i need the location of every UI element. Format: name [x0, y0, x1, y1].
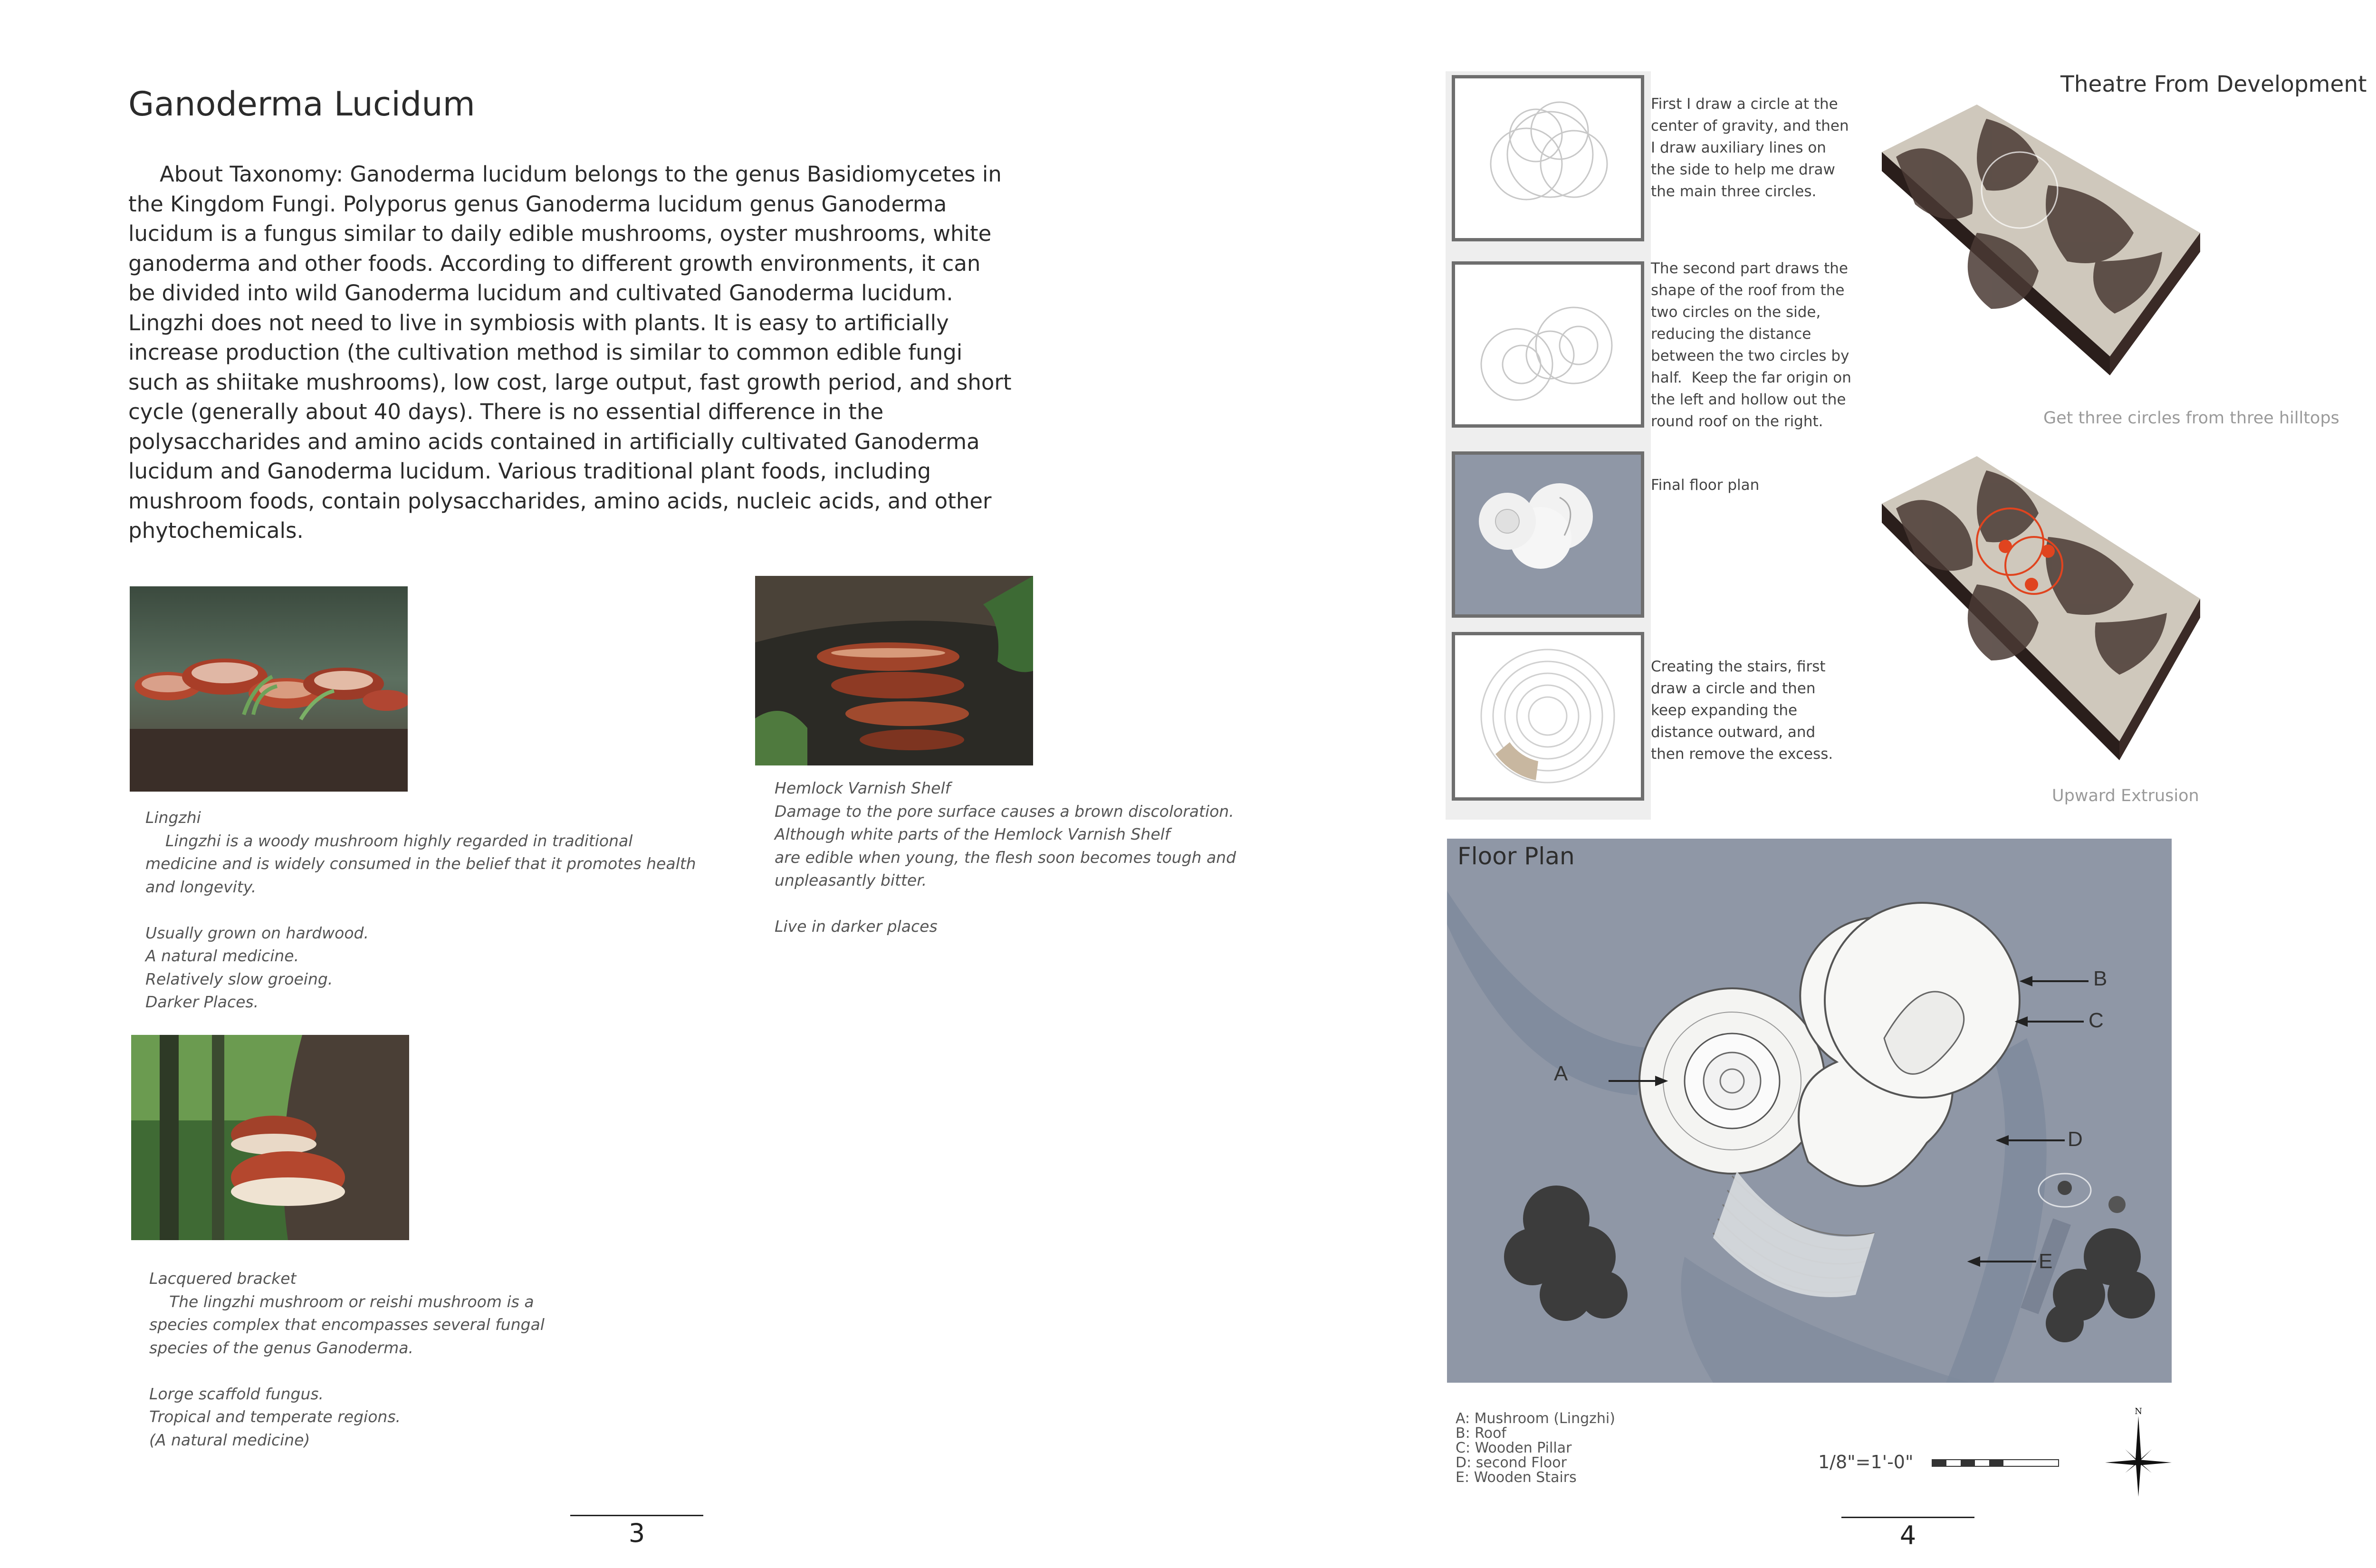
hemlock-photo: [755, 576, 1033, 765]
terrain-model-1: [1868, 90, 2210, 432]
terrain-label-2: Upward Extrusion: [2052, 786, 2199, 805]
page-number-right: 4: [1899, 1520, 1916, 1550]
taxonomy-paragraph: About Taxonomy: Ganoderma lucidum belongs to the genus Basidiomycetes in the Kingdom Fungi. Polyporus genus Ganoderma lucidum genus Ganoderma lucidum is a fungus similar to daily edible mushrooms, oyster mushrooms, white ganoderma and other foods. According to different growth environments, it can be divided into wild Ganoderma lucidum and cultivated Ganoderma lucidum. Lingzhi does not need to live in symbiosis with plants. It is easy to artificially increase production (the cultivation method is similar to common edible fungi such as shiitake mushrooms), low cost, large output, fast growth period, and short cycle (generally about 40 days). There is no essential difference in the polysaccharides and amino acids contained in artificially cultivated Ganoderma lucidum and Ganoderma lucidum. Various traditional plant foods, including mushroom foods, contain polysaccharides, amino acids, nucleic acids, and other phytochemicals.: [128, 162, 1012, 543]
step-3-diagram: [1452, 451, 1644, 618]
step-1-text: First I draw a circle at the center of gravity, and then I draw auxiliary lines on the side to help me draw the main three circles.: [1651, 96, 1849, 200]
lingzhi-photo: [130, 586, 408, 792]
step-4-text: Creating the stairs, first draw a circle and then keep expanding the distance outward, and then remove the excess.: [1651, 658, 1833, 763]
step-2-diagram: [1452, 261, 1644, 428]
north-label: N: [2135, 1406, 2142, 1416]
theatre-heading: Theatre From Development: [2060, 71, 2367, 97]
step-4-diagram: [1452, 632, 1644, 801]
step-2-text: The second part draws the shape of the roof from the two circles on the side, reducing the distance between the two circles by half. Keep the far origin on the left and hollow out the round roof on the right.: [1651, 260, 1851, 430]
scale-bar-icon: [1932, 1458, 2060, 1471]
marker-d: D: [2068, 1128, 2083, 1151]
marker-b: B: [2093, 967, 2108, 990]
marker-a: A: [1554, 1062, 1568, 1085]
lacquered-caption: Lacquered bracket The lingzhi mushroom or reishi mushroom is a species complex that encompasses several fungal species of the genus Ganoderma. Lorge scaffold fungus. Tropical and temperate regions. (A natural medicine): [149, 1269, 545, 1449]
lingzhi-caption: Lingzhi Lingzhi is a woody mushroom highly regarded in traditional medicine and is widely consumed in the belief that it promotes health and longevity. Usually grown on hardwood. A natural medicine. Relatively slow groeing. Darker Places.: [145, 808, 696, 1011]
floor-plan: [1447, 839, 2172, 1383]
page-rule-left: [570, 1515, 703, 1516]
floor-plan-drawing: [1447, 839, 2172, 1383]
terrain-model-2: [1868, 442, 2210, 808]
floor-plan-legend: A: Mushroom (Lingzhi) B: Roof C: Wooden Pillar D: second Floor E: Wooden Stairs: [1456, 1410, 1615, 1486]
step-3-text: Final floor plan: [1651, 477, 1760, 494]
page-rule-right: [1841, 1517, 1974, 1518]
floor-plan-title: Floor Plan: [1457, 842, 1575, 870]
terrain-label-1: Get three circles from three hilltops: [2043, 409, 2339, 428]
hemlock-caption: Hemlock Varnish Shelf Damage to the pore surface causes a brown discoloration. Although white parts of the Hemlock Varnish Shelf are edible when young, the flesh soon becomes tough and unpleasantly bitter. Live in darker places: [775, 779, 1236, 936]
page-title: Ganoderma Lucidum: [128, 85, 475, 124]
page-number-left: 3: [628, 1518, 645, 1548]
lacquered-bracket-photo: [131, 1035, 409, 1240]
step-1-diagram: [1452, 75, 1644, 241]
north-arrow-icon: [2100, 1406, 2176, 1504]
marker-e: E: [2039, 1250, 2053, 1273]
marker-c: C: [2089, 1009, 2104, 1032]
scale-label: 1/8"=1'-0": [1818, 1452, 1914, 1472]
